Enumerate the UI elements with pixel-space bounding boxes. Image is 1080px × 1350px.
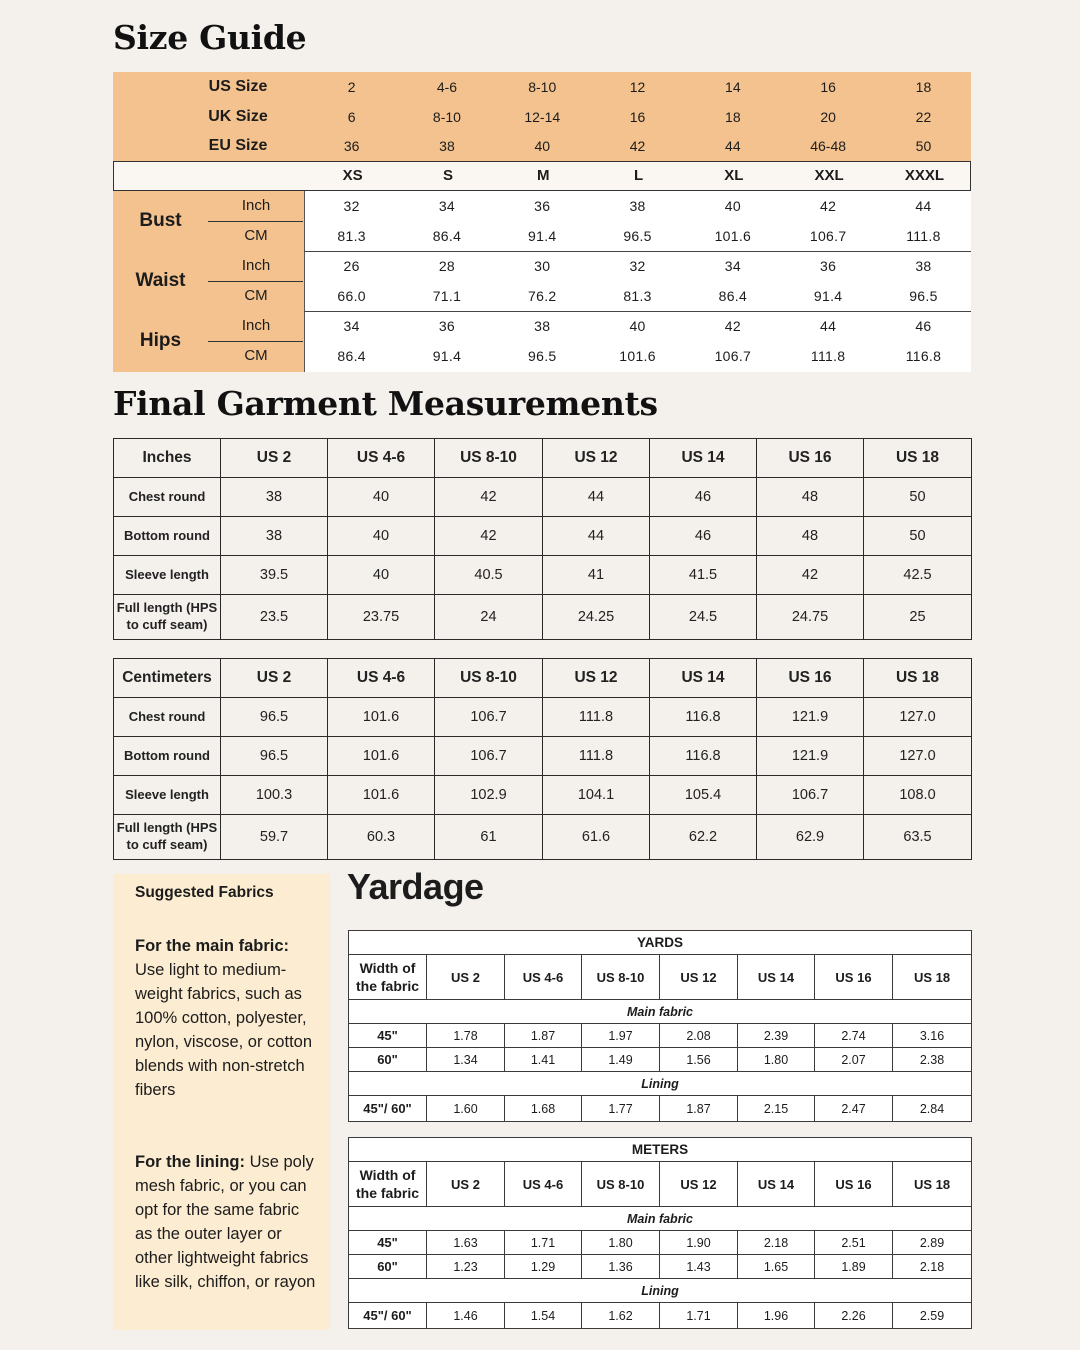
cm-value: 111.8: [906, 228, 941, 244]
table-row: [114, 595, 972, 640]
measurement-cell: 38: [221, 517, 328, 556]
yardage-cell: 2.18: [738, 1231, 815, 1255]
inch-value: 42: [820, 198, 837, 214]
lining-note: [135, 1150, 320, 1294]
measurement-cell: 23.75: [328, 595, 435, 640]
cm-value: 101.6: [619, 348, 656, 364]
width-value: 45"/ 60": [349, 1096, 427, 1122]
unit-divider: [208, 221, 303, 222]
measurement-cell: 111.8: [543, 737, 650, 776]
lining-text: Use poly mesh fabric, or you can opt for the same fabric as the outer layer or other lightweight fabrics like silk, chiffon, or rayon: [135, 1153, 316, 1291]
table-row: [349, 1096, 972, 1122]
uk-size-value: 18: [725, 109, 741, 125]
size-column-header: US 12: [660, 1162, 738, 1207]
size-column-header: US 18: [893, 955, 972, 1000]
measurement-cell: 96.5: [221, 737, 328, 776]
yardage-cell: 2.89: [893, 1231, 972, 1255]
cm-value: 81.3: [337, 228, 366, 244]
letter-size: XXXL: [904, 167, 945, 184]
row-label: Bottom round: [114, 517, 221, 556]
table-row: [349, 1048, 972, 1072]
yards-caption: YARDS: [349, 931, 972, 955]
yardage-cell: 1.71: [660, 1303, 738, 1329]
size-column-header: US 4-6: [505, 955, 582, 1000]
subheader-row: [349, 1000, 972, 1024]
unit-divider: [208, 281, 303, 282]
table-row: [114, 815, 972, 860]
size-column-header: US 18: [864, 439, 972, 478]
size-column-header: US 14: [650, 659, 757, 698]
size-column-header: US 8-10: [435, 659, 543, 698]
inch-value: 30: [534, 258, 551, 274]
size-guide-title: Size Guide: [113, 18, 307, 57]
cm-value: 116.8: [905, 348, 942, 364]
main-fabric-label: Main fabric: [349, 1207, 972, 1231]
size-column-header: US 2: [221, 659, 328, 698]
inch-value: 28: [438, 258, 456, 274]
us-size-label: US Size: [208, 78, 268, 95]
measurement-cell: 42: [435, 478, 543, 517]
size-column-header: US 8-10: [435, 439, 543, 478]
inch-value: 26: [343, 258, 360, 274]
measurement-cell: 60.3: [328, 815, 435, 860]
inch-value: 42: [724, 318, 741, 334]
measurement-cell: 96.5: [221, 698, 328, 737]
unit-header: Centimeters: [114, 659, 221, 698]
yardage-cell: 1.56: [660, 1048, 738, 1072]
cm-value: 86.4: [337, 348, 366, 364]
yardage-cell: 1.78: [427, 1024, 505, 1048]
yardage-cell: 1.96: [738, 1303, 815, 1329]
eu-size-value: 46-48: [810, 138, 847, 154]
main-fabric-label: Main fabric: [349, 1000, 972, 1024]
size-column-header: US 14: [738, 955, 815, 1000]
yardage-title: Yardage: [347, 866, 484, 907]
yardage-cell: 1.77: [582, 1096, 660, 1122]
size-column-header: US 18: [864, 659, 972, 698]
measurement-cell: 101.6: [328, 776, 435, 815]
yardage-cell: 2.51: [815, 1231, 893, 1255]
table-row: [114, 517, 972, 556]
measurement-cell: 61.6: [543, 815, 650, 860]
final-garment-title: Final Garment Measurements: [113, 384, 658, 423]
inch-value: 38: [915, 258, 932, 274]
uk-size-value: 20: [820, 109, 836, 125]
size-column-header: US 4-6: [328, 439, 435, 478]
yardage-cell: 2.38: [893, 1048, 972, 1072]
size-column-header: US 4-6: [328, 659, 435, 698]
yards-table: [348, 930, 972, 1122]
size-column-header: US 8-10: [582, 955, 660, 1000]
yardage-cell: 1.34: [427, 1048, 505, 1072]
caption-row: [349, 1138, 972, 1162]
table-row: [349, 1303, 972, 1329]
measurement-cell: 62.2: [650, 815, 757, 860]
size-conversion-header: [113, 72, 971, 161]
main-fabric-note: [135, 934, 320, 1102]
measurement-cell: 44: [543, 517, 650, 556]
inch-value: 32: [629, 258, 646, 274]
measurement-cell: 46: [650, 478, 757, 517]
yardage-cell: 1.36: [582, 1255, 660, 1279]
measurement-cell: 44: [543, 478, 650, 517]
measurement-cell: 108.0: [864, 776, 972, 815]
yardage-cell: 1.68: [505, 1096, 582, 1122]
yardage-cell: 1.41: [505, 1048, 582, 1072]
measurement-cell: 25: [864, 595, 972, 640]
yardage-cell: 2.15: [738, 1096, 815, 1122]
measurement-cell: 101.6: [328, 737, 435, 776]
lining-label: Lining: [349, 1279, 972, 1303]
yardage-cell: 2.08: [660, 1024, 738, 1048]
size-column-header: US 16: [815, 955, 893, 1000]
yardage-cell: 1.43: [660, 1255, 738, 1279]
us-size-value: 8-10: [528, 79, 557, 95]
measurement-cell: 48: [757, 517, 864, 556]
yardage-cell: 1.49: [582, 1048, 660, 1072]
measurement-cell: 116.8: [650, 737, 757, 776]
measurement-cell: 40: [328, 517, 435, 556]
yardage-cell: 2.18: [893, 1255, 972, 1279]
measurement-cell: 105.4: [650, 776, 757, 815]
measurement-cell: 24.25: [543, 595, 650, 640]
row-label: Full length (HPS to cuff seam): [114, 595, 221, 640]
unit-cm-label: CM: [244, 227, 268, 244]
subheader-row: [349, 1207, 972, 1231]
letter-size: L: [633, 167, 644, 184]
table-row: [114, 478, 972, 517]
inch-value: 40: [629, 318, 646, 334]
measurement-cell: 111.8: [543, 698, 650, 737]
cm-value: 106.7: [714, 348, 752, 364]
cm-value: 76.2: [528, 288, 557, 304]
measurement-cell: 41: [543, 556, 650, 595]
cm-value: 81.3: [623, 288, 652, 304]
us-size-value: 2: [347, 79, 356, 95]
measurement-cell: 127.0: [864, 698, 972, 737]
letter-size-row: [113, 161, 971, 191]
table-row: [114, 698, 972, 737]
width-value: 45": [349, 1231, 427, 1255]
measurement-cell: 61: [435, 815, 543, 860]
yardage-cell: 2.47: [815, 1096, 893, 1122]
measurement-cell: 50: [864, 478, 972, 517]
measurement-cell: 38: [221, 478, 328, 517]
inch-value: 34: [343, 318, 360, 334]
uk-size-value: 6: [347, 109, 356, 125]
header-row: [114, 659, 972, 698]
size-column-header: US 8-10: [582, 1162, 660, 1207]
size-column-header: US 16: [757, 439, 864, 478]
row-label: Chest round: [114, 698, 221, 737]
inches-table: [113, 438, 972, 640]
measurement-cell: 121.9: [757, 737, 864, 776]
size-column-header: US 2: [221, 439, 328, 478]
suggested-fabrics-title: Suggested Fabrics: [135, 884, 274, 901]
measurement-cell: 40: [328, 556, 435, 595]
measurement-cell: 106.7: [435, 737, 543, 776]
header-row: [114, 439, 972, 478]
measurement-cell: 116.8: [650, 698, 757, 737]
cm-value: 96.5: [528, 348, 557, 364]
yardage-cell: 1.54: [505, 1303, 582, 1329]
meters-table: [348, 1137, 972, 1329]
yardage-cell: 1.97: [582, 1024, 660, 1048]
yardage-cell: 2.74: [815, 1024, 893, 1048]
unit-inch-label: Inch: [241, 257, 271, 274]
unit-header: Inches: [114, 439, 221, 478]
yardage-cell: 1.80: [582, 1231, 660, 1255]
inch-value: 36: [534, 198, 551, 214]
yardage-cell: 2.26: [815, 1303, 893, 1329]
cm-value: 91.4: [432, 348, 462, 364]
measurement-cell: 24.75: [757, 595, 864, 640]
measurement-cell: 59.7: [221, 815, 328, 860]
size-column-header: US 12: [660, 955, 738, 1000]
cm-value: 96.5: [623, 228, 652, 244]
body-measurements: [113, 191, 971, 372]
yardage-cell: 1.63: [427, 1231, 505, 1255]
centimeters-table: [113, 658, 972, 860]
header-row: [349, 955, 972, 1000]
inch-value: 40: [724, 198, 741, 214]
measurement-cell: 106.7: [757, 776, 864, 815]
row-label: Chest round: [114, 478, 221, 517]
measurement-cell: 48: [757, 478, 864, 517]
us-size-value: 12: [629, 79, 646, 95]
uk-size-value: 16: [629, 109, 646, 125]
yardage-cell: 1.80: [738, 1048, 815, 1072]
row-label: Sleeve length: [114, 776, 221, 815]
yardage-cell: 2.59: [893, 1303, 972, 1329]
size-column-header: US 18: [893, 1162, 972, 1207]
table-row: [349, 1231, 972, 1255]
size-column-header: US 12: [543, 659, 650, 698]
table-row: [349, 1024, 972, 1048]
letter-size: XL: [724, 167, 744, 184]
eu-size-value: 50: [915, 138, 932, 154]
caption-row: [349, 931, 972, 955]
measurement-cell: 106.7: [435, 698, 543, 737]
width-value: 60": [349, 1255, 427, 1279]
inch-value: 38: [534, 318, 551, 334]
yardage-cell: 1.87: [505, 1024, 582, 1048]
measurement-cell: 40.5: [435, 556, 543, 595]
measurement-cell: 46: [650, 517, 757, 556]
measurement-cell: 121.9: [757, 698, 864, 737]
yardage-cell: 1.62: [582, 1303, 660, 1329]
yardage-cell: 1.60: [427, 1096, 505, 1122]
size-column-header: US 2: [427, 955, 505, 1000]
size-column-header: US 14: [650, 439, 757, 478]
us-size-value: 14: [725, 79, 741, 95]
cm-value: 96.5: [909, 288, 938, 304]
table-row: [114, 776, 972, 815]
row-label: Sleeve length: [114, 556, 221, 595]
measurement-cell: 41.5: [650, 556, 757, 595]
cm-value: 71.1: [432, 288, 462, 304]
inch-value: 36: [820, 258, 837, 274]
letter-size: XXL: [814, 167, 844, 184]
table-row: [349, 1255, 972, 1279]
size-column-header: US 4-6: [505, 1162, 582, 1207]
table-row: [114, 556, 972, 595]
yardage-cell: 2.07: [815, 1048, 893, 1072]
width-value: 45": [349, 1024, 427, 1048]
eu-size-value: 40: [534, 138, 551, 154]
eu-size-value: 44: [725, 138, 741, 154]
uk-size-value: 22: [915, 109, 932, 125]
measurement-cell: 24.5: [650, 595, 757, 640]
letter-size: S: [442, 167, 453, 184]
main-fabric-text: Use light to medium-weight fabrics, such as 100% cotton, polyester, nylon, viscose, or cotton blends with non-stretch fibers: [135, 961, 313, 1099]
subheader-row: [349, 1072, 972, 1096]
size-column-header: US 16: [815, 1162, 893, 1207]
unit-inch-label: Inch: [241, 317, 271, 334]
cm-value: 106.7: [809, 228, 847, 244]
meters-caption: METERS: [349, 1138, 972, 1162]
yardage-cell: 1.65: [738, 1255, 815, 1279]
eu-size-value: 36: [343, 138, 360, 154]
uk-size-value: 12-14: [524, 109, 561, 125]
unit-divider: [208, 341, 303, 342]
measurement-cell: 104.1: [543, 776, 650, 815]
cm-value: 66.0: [337, 288, 366, 304]
yardage-cell: 1.29: [505, 1255, 582, 1279]
cm-value: 91.4: [813, 288, 843, 304]
size-column-header: US 2: [427, 1162, 505, 1207]
letter-size: XS: [342, 167, 363, 184]
measurement-cell: 42.5: [864, 556, 972, 595]
cm-value: 86.4: [718, 288, 748, 304]
measurement-cell: 23.5: [221, 595, 328, 640]
cm-value: 101.6: [714, 228, 752, 244]
inch-value: 34: [438, 198, 456, 214]
inch-value: 44: [915, 198, 932, 214]
measurement-cell: 100.3: [221, 776, 328, 815]
measurement-cell: 101.6: [328, 698, 435, 737]
eu-size-label: EU Size: [208, 137, 268, 154]
row-label: Bottom round: [114, 737, 221, 776]
row-label: Full length (HPS to cuff seam): [114, 815, 221, 860]
measurement-cell: 50: [864, 517, 972, 556]
measurement-cell: 24: [435, 595, 543, 640]
uk-size-label: UK Size: [208, 108, 268, 125]
measurement-bust-label: Bust: [139, 210, 182, 231]
main-fabric-heading: For the main fabric:: [135, 937, 290, 955]
yardage-cell: 1.46: [427, 1303, 505, 1329]
width-label: Width of the fabric: [349, 955, 427, 1000]
letter-size: M: [536, 167, 550, 184]
inch-value: 34: [724, 258, 741, 274]
measurement-hips-label: Hips: [139, 330, 182, 351]
measurement-cell: 63.5: [864, 815, 972, 860]
us-size-value: 16: [820, 79, 836, 95]
eu-size-value: 38: [439, 138, 455, 154]
size-column-header: US 16: [757, 659, 864, 698]
width-label: Width of the fabric: [349, 1162, 427, 1207]
yardage-cell: 1.89: [815, 1255, 893, 1279]
measurement-cell: 62.9: [757, 815, 864, 860]
yardage-cell: 3.16: [893, 1024, 972, 1048]
us-size-value: 18: [915, 79, 932, 95]
inch-value: 44: [820, 318, 837, 334]
yardage-cell: 1.71: [505, 1231, 582, 1255]
measurement-waist-label: Waist: [135, 270, 186, 291]
width-value: 60": [349, 1048, 427, 1072]
yardage-cell: 1.87: [660, 1096, 738, 1122]
inch-value: 32: [343, 198, 360, 214]
inch-value: 36: [438, 318, 456, 334]
measurement-cell: 42: [757, 556, 864, 595]
measurement-cell: 39.5: [221, 556, 328, 595]
measurement-cell: 42: [435, 517, 543, 556]
yardage-cell: 2.39: [738, 1024, 815, 1048]
lining-label: Lining: [349, 1072, 972, 1096]
yardage-cell: 1.90: [660, 1231, 738, 1255]
size-column-header: US 14: [738, 1162, 815, 1207]
lining-heading: For the lining:: [135, 1153, 245, 1171]
cm-value: 91.4: [528, 228, 557, 244]
us-size-value: 4-6: [436, 79, 458, 95]
unit-inch-label: Inch: [241, 197, 271, 214]
table-row: [114, 737, 972, 776]
unit-cm-label: CM: [244, 347, 268, 364]
width-value: 45"/ 60": [349, 1303, 427, 1329]
subheader-row: [349, 1279, 972, 1303]
uk-size-value: 8-10: [432, 109, 461, 125]
measurement-cell: 102.9: [435, 776, 543, 815]
unit-cm-label: CM: [244, 287, 268, 304]
eu-size-value: 42: [629, 138, 646, 154]
measurement-cell: 127.0: [864, 737, 972, 776]
suggested-fabrics-panel: [113, 874, 330, 1330]
cm-value: 111.8: [810, 348, 846, 364]
measurement-cell: 40: [328, 478, 435, 517]
yardage-cell: 2.84: [893, 1096, 972, 1122]
yardage-cell: 1.23: [427, 1255, 505, 1279]
inch-value: 38: [629, 198, 646, 214]
cm-value: 86.4: [432, 228, 462, 244]
inch-value: 46: [915, 318, 932, 334]
size-column-header: US 12: [543, 439, 650, 478]
header-row: [349, 1162, 972, 1207]
